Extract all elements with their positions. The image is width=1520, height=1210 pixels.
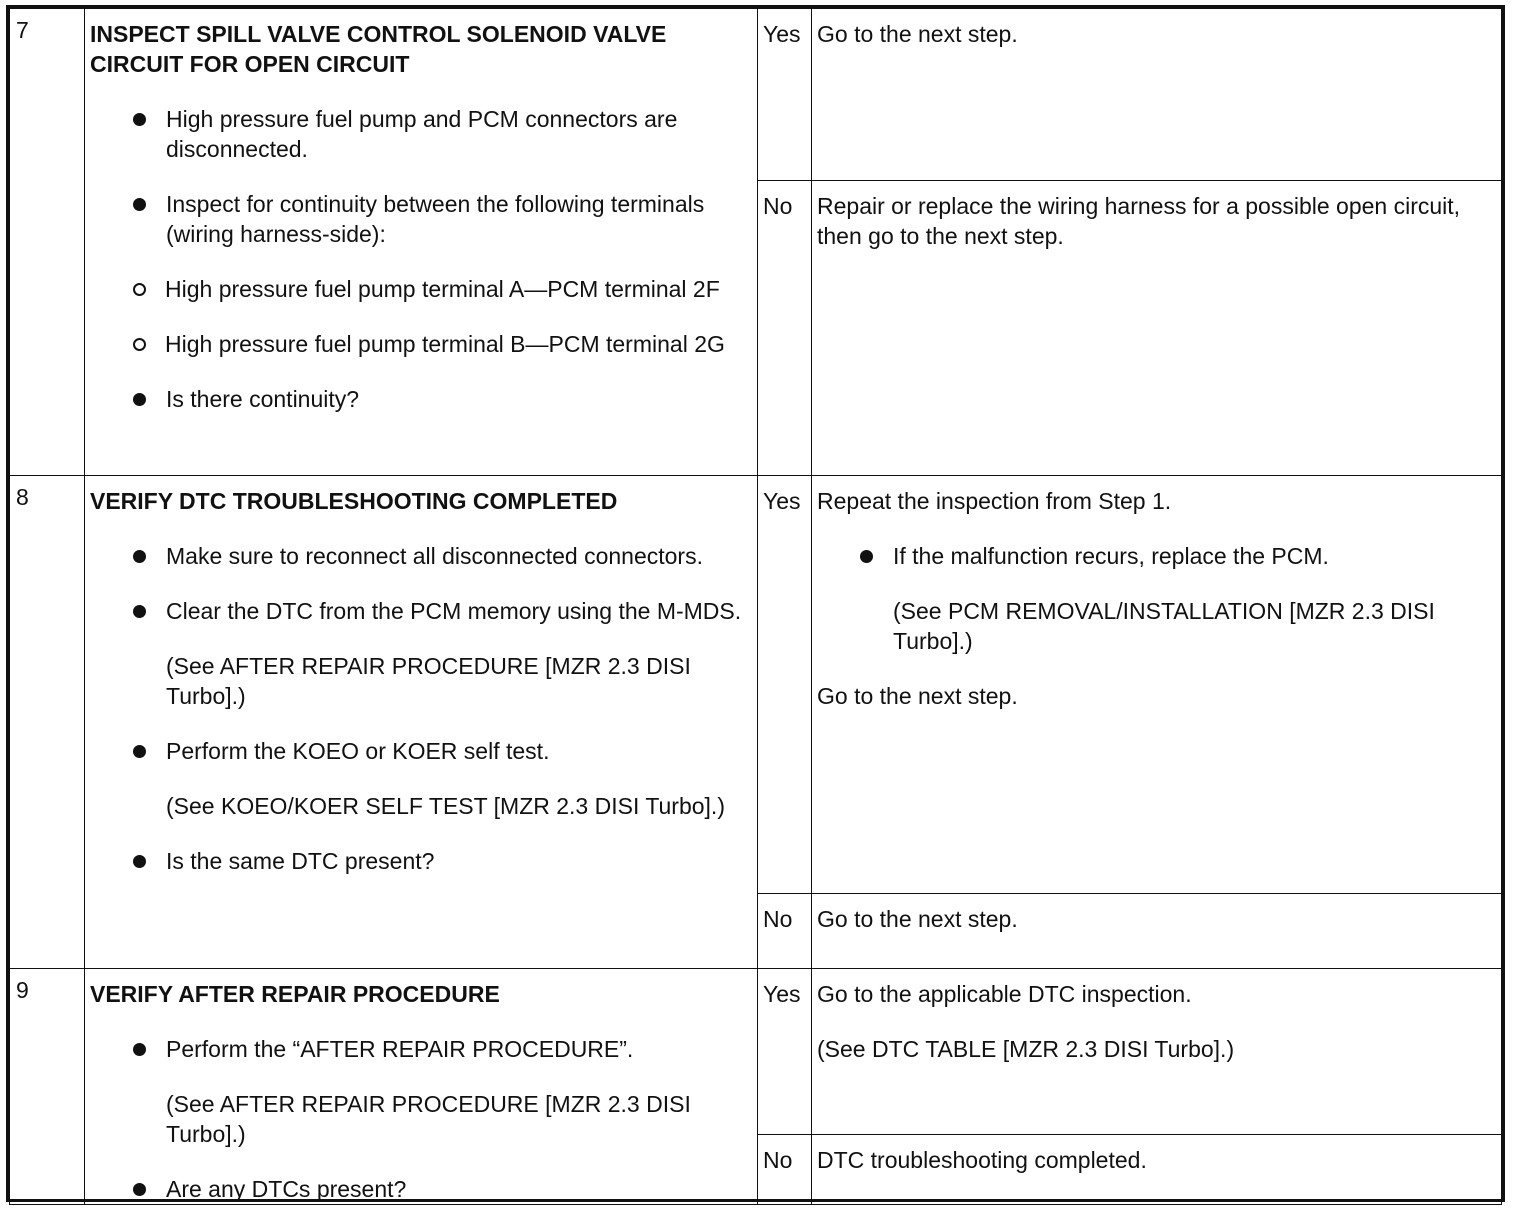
circle-bullet-icon (133, 338, 146, 351)
step-number: 9 (10, 969, 85, 1205)
bullet-item: Clear the DTC from the PCM memory using the M-MDS. (See AFTER REPAIR PROCEDURE [MZR 2.3 DISI Turbo].) (90, 596, 745, 711)
inspection-cell (85, 476, 758, 969)
yes-label: Yes (758, 476, 812, 894)
bullet-icon (133, 855, 146, 868)
step-number: 8 (10, 476, 85, 969)
inspection-cell (85, 9, 758, 476)
step-7-yes-row (10, 9, 1502, 181)
sub-bullet-item: High pressure fuel pump terminal B—PCM terminal 2G (90, 329, 745, 359)
sub-bullet-item: If the malfunction recurs, replace the PCM. (See PCM REMOVAL/INSTALLATION [MZR 2.3 DISI Turbo].) (817, 541, 1489, 656)
inspection-bullets (90, 104, 745, 414)
bullet-item: Perform the KOEO or KOER self test. (See KOEO/KOER SELF TEST [MZR 2.3 DISI Turbo].) (90, 736, 745, 821)
no-action: Go to the next step. (812, 894, 1502, 969)
bullet-item: Is the same DTC present? (90, 846, 745, 876)
inspection-bullets (90, 541, 745, 876)
bullet-item: Make sure to reconnect all disconnected connectors. (90, 541, 745, 571)
no-label: No (758, 894, 812, 969)
yes-action: Go to the applicable DTC inspection. (See DTC TABLE [MZR 2.3 DISI Turbo].) (812, 969, 1502, 1135)
bullet-item: Is there continuity? (90, 384, 745, 414)
yes-label: Yes (758, 9, 812, 181)
no-label: No (758, 1134, 812, 1204)
bullet-icon (133, 1183, 146, 1196)
yes-label: Yes (758, 969, 812, 1135)
step-9-yes-row (10, 969, 1502, 1135)
inspection-bullets (90, 1034, 745, 1204)
terminal-list (90, 274, 745, 359)
step-title: VERIFY DTC TROUBLESHOOTING COMPLETED (90, 488, 618, 514)
bullet-icon (133, 393, 146, 406)
troubleshooting-table (6, 5, 1505, 1202)
bullet-icon (133, 113, 146, 126)
bullet-icon (133, 605, 146, 618)
bullet-item: Inspect for continuity between the following terminals (wiring harness-side): High pressure fuel pump terminal A—PCM terminal 2F High pressure fuel pump terminal B—PCM terminal 2G (90, 189, 745, 359)
yes-action: Repeat the inspection from Step 1. If the malfunction recurs, replace the PCM. (See PCM REMOVAL/INSTALLATION [MZR 2.3 DISI Turbo].) Go to the next step. (812, 476, 1502, 894)
bullet-item: High pressure fuel pump and PCM connectors are disconnected. (90, 104, 745, 164)
sub-bullet-item: High pressure fuel pump terminal A—PCM terminal 2F (90, 274, 745, 304)
yes-action: Go to the next step. (812, 9, 1502, 181)
bullet-icon (860, 550, 873, 563)
step-title: VERIFY AFTER REPAIR PROCEDURE (90, 981, 500, 1007)
bullet-icon (133, 1043, 146, 1056)
no-action: DTC troubleshooting completed. (812, 1134, 1502, 1204)
no-action: Repair or replace the wiring harness for a possible open circuit, then go to the next step. (812, 181, 1502, 476)
bullet-item: Are any DTCs present? (90, 1174, 745, 1204)
reference-link[interactable]: (See KOEO/KOER SELF TEST [MZR 2.3 DISI Turbo].) (166, 793, 725, 819)
bullet-item: Perform the “AFTER REPAIR PROCEDURE”. (See AFTER REPAIR PROCEDURE [MZR 2.3 DISI Turbo].) (90, 1034, 745, 1149)
bullet-icon (133, 745, 146, 758)
reference-link[interactable]: (See AFTER REPAIR PROCEDURE [MZR 2.3 DISI Turbo].) (166, 1091, 691, 1147)
step-8-yes-row (10, 476, 1502, 894)
step-number: 7 (10, 9, 85, 476)
inspection-cell (85, 969, 758, 1205)
step-title: INSPECT SPILL VALVE CONTROL SOLENOID VALVE CIRCUIT FOR OPEN CIRCUIT (90, 21, 667, 77)
reference-link[interactable]: (See PCM REMOVAL/INSTALLATION [MZR 2.3 DISI Turbo].) (893, 598, 1435, 654)
reference-link[interactable]: (See AFTER REPAIR PROCEDURE [MZR 2.3 DISI Turbo].) (166, 653, 691, 709)
circle-bullet-icon (133, 283, 146, 296)
reference-link[interactable]: (See DTC TABLE [MZR 2.3 DISI Turbo].) (817, 1036, 1235, 1062)
bullet-icon (133, 550, 146, 563)
no-label: No (758, 181, 812, 476)
bullet-icon (133, 198, 146, 211)
